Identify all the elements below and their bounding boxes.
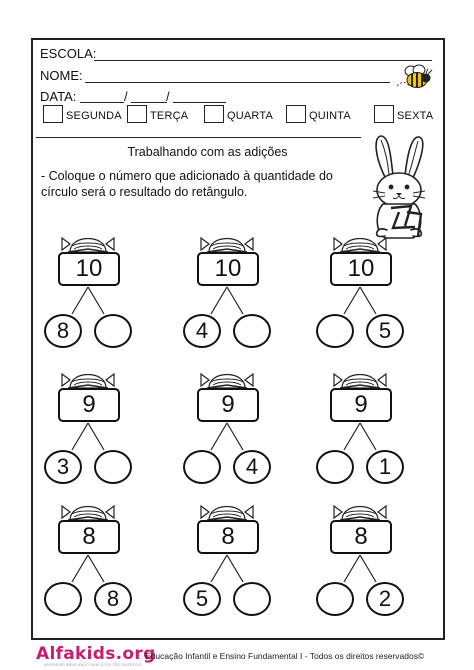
- answer-circle-right[interactable]: 8: [94, 582, 132, 616]
- sum-rectangle: 8: [58, 520, 120, 554]
- addition-exercise: [187, 228, 277, 353]
- answer-circle-right[interactable]: 2: [366, 582, 404, 616]
- date-month-field[interactable]: [131, 102, 167, 103]
- divider: [36, 137, 361, 138]
- addition-exercise: [48, 496, 138, 621]
- day-label: QUARTA: [227, 110, 274, 122]
- answer-circle-left[interactable]: 3: [44, 450, 82, 484]
- answer-circle-left[interactable]: 5: [183, 582, 221, 616]
- sum-rectangle: 9: [197, 388, 259, 422]
- answer-circle-right[interactable]: [233, 314, 271, 348]
- sum-rectangle: 10: [330, 252, 392, 286]
- sum-rectangle: 8: [330, 520, 392, 554]
- sum-rectangle: 10: [197, 252, 259, 286]
- date-separator: /: [166, 89, 170, 104]
- answer-circle-right[interactable]: 4: [233, 450, 271, 484]
- day-label: TERÇA: [150, 110, 189, 122]
- escola-label: ESCOLA:: [40, 46, 97, 61]
- date-separator: /: [124, 89, 128, 104]
- day-checkbox[interactable]: [204, 105, 224, 123]
- sum-rectangle: 10: [58, 252, 120, 286]
- brand-logo: Alfakids.org: [36, 644, 156, 664]
- answer-circle-right[interactable]: 5: [366, 314, 404, 348]
- answer-circle-left[interactable]: [44, 582, 82, 616]
- addition-exercise: [320, 228, 410, 353]
- addition-exercise: [187, 364, 277, 489]
- escola-field[interactable]: [94, 60, 432, 61]
- answer-circle-right[interactable]: [233, 582, 271, 616]
- sum-rectangle: 9: [330, 388, 392, 422]
- addition-exercise: [320, 496, 410, 621]
- answer-circle-right[interactable]: 1: [366, 450, 404, 484]
- answer-circle-left[interactable]: 8: [44, 314, 82, 348]
- day-option-quarta[interactable]: [204, 105, 273, 123]
- instruction-text: - Coloque o número que adicionado à quantidade do círculo será o resultado do retângulo.: [41, 169, 333, 199]
- day-checkbox[interactable]: [374, 105, 394, 123]
- day-checkbox[interactable]: [127, 105, 147, 123]
- sum-rectangle: 8: [197, 520, 259, 554]
- date-day-field[interactable]: [80, 102, 124, 103]
- footer: [0, 644, 474, 670]
- day-option-segunda[interactable]: [43, 105, 122, 123]
- nome-label: NOME:: [40, 68, 83, 83]
- answer-circle-left[interactable]: [316, 314, 354, 348]
- nome-field[interactable]: [85, 82, 390, 83]
- day-option-quinta[interactable]: [286, 105, 351, 123]
- bunny-illustration: [355, 132, 445, 242]
- weekday-selector: [40, 105, 440, 133]
- page-title: Trabalhando com as adições: [127, 145, 288, 159]
- day-checkbox[interactable]: [286, 105, 306, 123]
- addition-exercise: [48, 364, 138, 489]
- brand-tagline: APRENDER BRINCANDO NUNCA FOI TÃO DIVERTIDO: [44, 663, 142, 667]
- copyright-text: Educação Infantil e Ensino Fundamental I - Todos os direitos reservados©: [145, 651, 425, 661]
- day-option-terca[interactable]: [127, 105, 188, 123]
- answer-circle-left[interactable]: [316, 582, 354, 616]
- day-label: SEXTA: [397, 110, 434, 122]
- day-option-sexta[interactable]: [374, 105, 433, 123]
- addition-exercise: [48, 228, 138, 353]
- addition-exercise: [187, 496, 277, 621]
- data-label: DATA:: [40, 89, 77, 104]
- addition-exercise: [320, 364, 410, 489]
- day-label: SEGUNDA: [66, 110, 122, 122]
- answer-circle-left[interactable]: 4: [183, 314, 221, 348]
- day-label: QUINTA: [309, 110, 351, 122]
- answer-circle-left[interactable]: [316, 450, 354, 484]
- day-checkbox[interactable]: [43, 105, 63, 123]
- sum-rectangle: 9: [58, 388, 120, 422]
- bee-icon: [395, 58, 435, 98]
- answer-circle-right[interactable]: [94, 314, 132, 348]
- answer-circle-right[interactable]: [94, 450, 132, 484]
- answer-circle-left[interactable]: [183, 450, 221, 484]
- date-year-field[interactable]: [173, 102, 226, 103]
